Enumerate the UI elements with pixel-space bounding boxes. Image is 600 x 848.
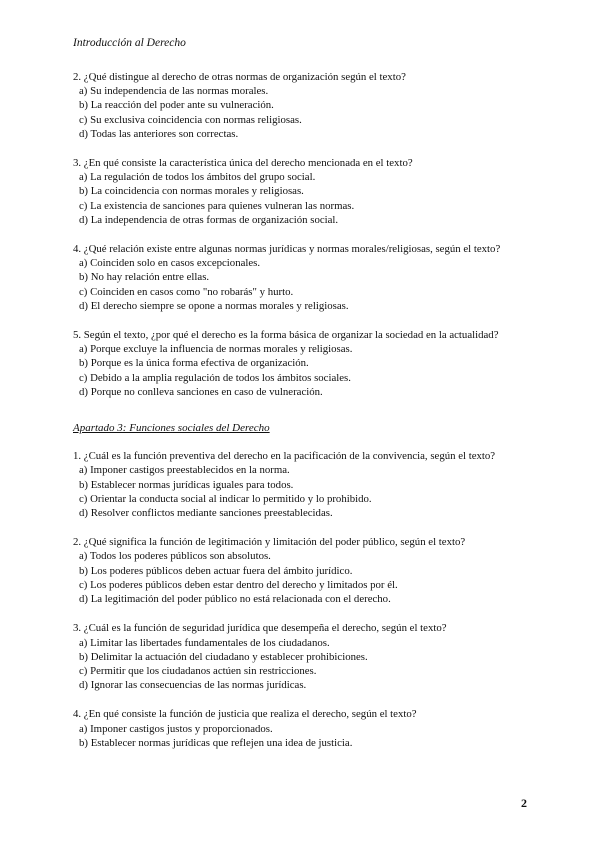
answer-option: c) Orientar la conducta social al indicar lo permitido y lo prohibido. (79, 492, 372, 505)
answer-option: b) Los poderes públicos deben actuar fuera del ámbito jurídico. (79, 564, 353, 577)
answer-option: a) La regulación de todos los ámbitos del grupo social. (79, 171, 316, 184)
answer-option: b) Porque es la única forma efectiva de organización. (79, 357, 309, 370)
answer-option: a) Limitar las libertades fundamentales de los ciudadanos. (79, 636, 330, 649)
question-item (73, 535, 543, 606)
answer-option: a) Porque excluye la influencia de normas morales y religiosas. (79, 343, 353, 356)
answer-option: a) Coinciden solo en casos excepcionales. (79, 257, 261, 270)
answer-option: d) Ignorar las consecuencias de las normas jurídicas. (79, 679, 307, 692)
question-item (73, 156, 543, 227)
question-stem: 2. ¿Qué distingue al derecho de otras normas de organización según el texto? (73, 71, 406, 83)
question-item (73, 70, 543, 141)
answer-option: c) La existencia de sanciones para quienes vulneran las normas. (79, 199, 355, 212)
question-stem: 1. ¿Cuál es la función preventiva del derecho en la pacificación de la convivencia, según el texto? (73, 450, 496, 463)
question-group-section-2 (73, 70, 543, 399)
question-stem: 3. ¿En qué consiste la característica única del derecho mencionada en el texto? (73, 157, 413, 170)
answer-option: b) Establecer normas jurídicas iguales para todos. (79, 478, 294, 491)
answer-option: a) Imponer castigos justos y proporcionados. (79, 722, 273, 735)
answer-option: a) Todos los poderes públicos son absolutos. (79, 550, 271, 563)
answer-option: d) La independencia de otras formas de organización social. (79, 213, 339, 226)
answer-option: b) La reacción del poder ante su vulneración. (79, 99, 274, 112)
answer-option: c) Los poderes públicos deben estar dentro del derecho y limitados por él. (79, 578, 398, 591)
question-stem: 5. Según el texto, ¿por qué el derecho es la forma básica de organizar la sociedad en la actualidad? (73, 329, 499, 342)
answer-option: c) Permitir que los ciudadanos actúen sin restricciones. (79, 664, 317, 677)
question-item (73, 242, 543, 313)
section-title: Apartado 3: Funciones sociales del Derecho (73, 422, 270, 435)
question-group-section-3 (73, 449, 543, 750)
question-stem: 3. ¿Cuál es la función de seguridad jurídica que desempeña el derecho, según el texto? (73, 622, 447, 635)
answer-option: d) La legitimación del poder público no está relacionada con el derecho. (79, 593, 391, 606)
page-number: 2 (521, 796, 527, 810)
question-item (73, 707, 543, 750)
answer-option: b) Delimitar la actuación del ciudadano y establecer prohibiciones. (79, 650, 368, 663)
question-item (73, 621, 543, 692)
question-stem: 4. ¿En qué consiste la función de justicia que realiza el derecho, según el texto? (73, 708, 417, 721)
answer-option: d) Resolver conflictos mediante sanciones preestablecidas. (79, 507, 333, 520)
question-item (73, 449, 543, 520)
answer-option: c) Debido a la amplia regulación de todos los ámbitos sociales. (79, 371, 351, 384)
answer-option: b) No hay relación entre ellas. (79, 271, 210, 284)
answer-option: b) La coincidencia con normas morales y religiosas. (79, 185, 304, 198)
document-body (73, 70, 543, 765)
answer-option: d) Porque no conlleva sanciones en caso de vulneración. (79, 385, 323, 398)
question-stem: 2. ¿Qué significa la función de legitimación y limitación del poder público, según el texto? (73, 536, 466, 549)
answer-option: b) Establecer normas jurídicas que reflejen una idea de justicia. (79, 736, 353, 749)
answer-option: d) El derecho siempre se opone a normas morales y religiosas. (79, 299, 349, 312)
question-item (73, 328, 543, 399)
question-stem: 4. ¿Qué relación existe entre algunas normas jurídicas y normas morales/religiosas, según el texto? (73, 243, 501, 256)
answer-option: a) Imponer castigos preestablecidos en la norma. (79, 464, 290, 477)
answer-option: c) Coinciden en casos como "no robarás" y hurto. (79, 285, 294, 298)
answer-option: c) Su exclusiva coincidencia con normas religiosas. (79, 113, 302, 126)
answer-option: a) Su independencia de las normas morales. (79, 85, 269, 98)
answer-option: d) Todas las anteriores son correctas. (79, 127, 239, 140)
running-header: Introducción al Derecho (73, 37, 186, 49)
